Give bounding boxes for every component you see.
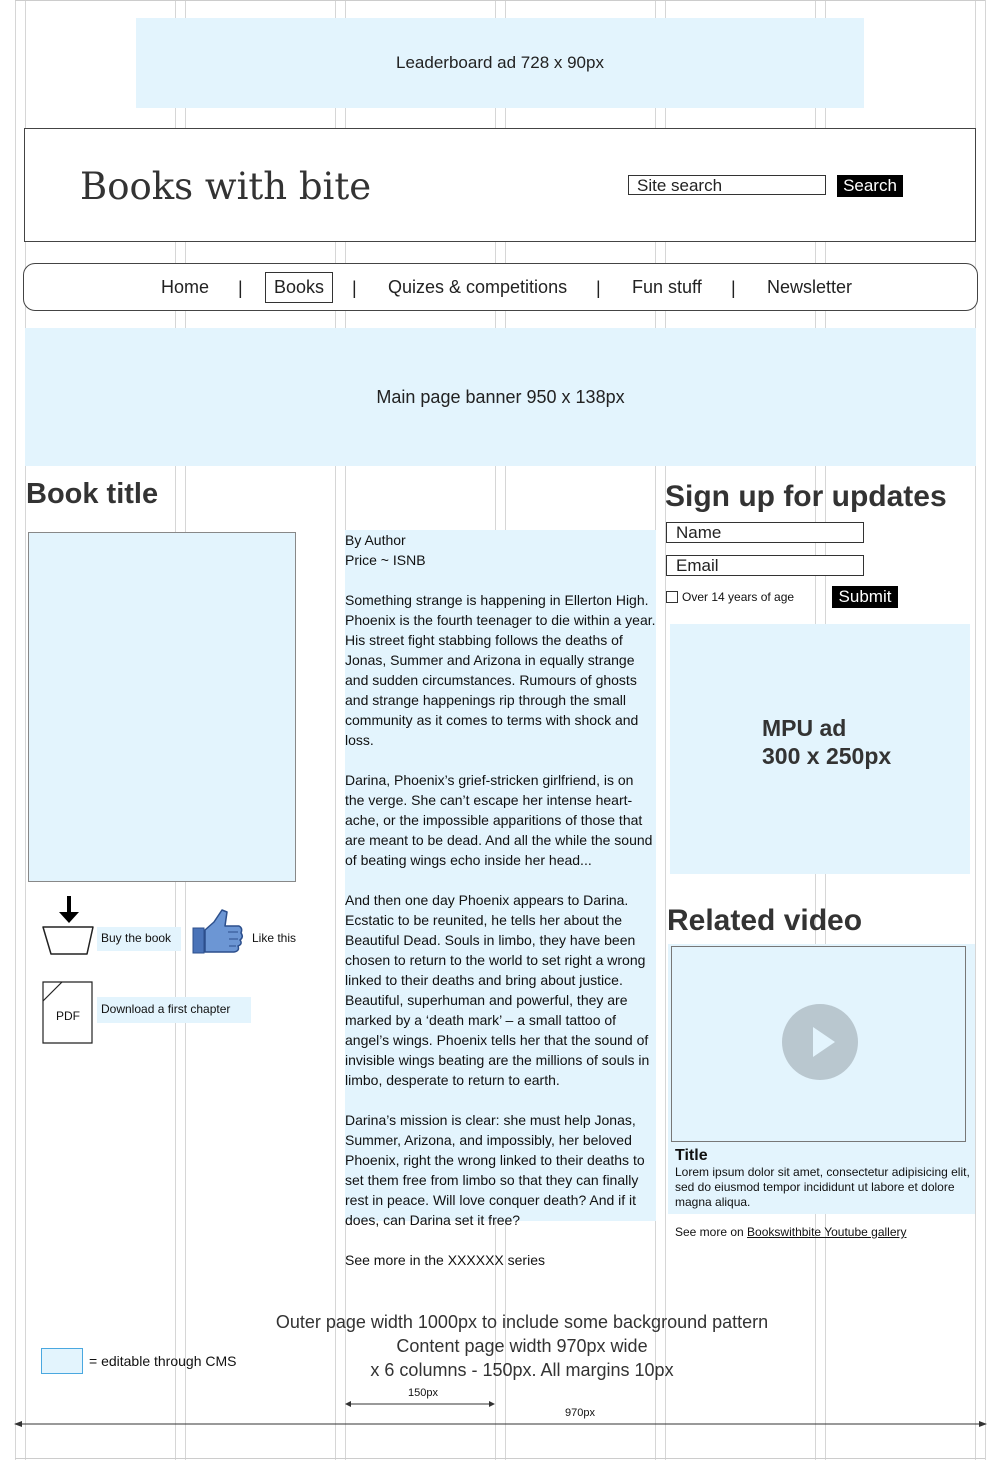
mpu-ad-label: [762, 714, 891, 770]
column-width-arrow-icon: [345, 1398, 497, 1410]
related-video-heading: Related video: [667, 904, 863, 937]
signup-heading: Sign up for updates: [665, 480, 947, 513]
leaderboard-ad-label: Leaderboard ad 728 x 90px: [396, 53, 604, 72]
nav-quizes[interactable]: Quizes & competitions: [388, 277, 568, 297]
column-width-label: 150px: [408, 1387, 438, 1399]
download-chapter-link[interactable]: Download a first chapter: [97, 997, 251, 1023]
leaderboard-ad: [136, 18, 864, 108]
name-field[interactable]: Name: [666, 522, 864, 543]
nav-separator: |: [731, 278, 736, 298]
legend-swatch: [41, 1348, 83, 1374]
book-title: Book title: [26, 478, 159, 510]
buy-book-link[interactable]: Buy the book: [97, 927, 181, 951]
book-price: Price ~ ISNB: [345, 552, 426, 568]
legend-label: = editable through CMS: [89, 1353, 237, 1369]
buy-basket-icon[interactable]: [40, 896, 96, 958]
age-checkbox[interactable]: [666, 591, 678, 603]
video-title: Title: [675, 1147, 708, 1164]
nav-newsletter[interactable]: Newsletter: [767, 277, 853, 297]
search-input[interactable]: Site search: [628, 175, 826, 195]
page-width-label: 970px: [565, 1407, 595, 1419]
search-button[interactable]: Search: [837, 175, 903, 197]
page-width-arrow-icon: [14, 1418, 988, 1430]
note-content-width: Content page width 970px wide: [396, 1336, 648, 1356]
like-thumb-icon[interactable]: [192, 908, 244, 956]
book-cover-image[interactable]: [28, 532, 296, 882]
youtube-gallery-link[interactable]: Bookswithbite Youtube gallery: [747, 1225, 907, 1239]
main-banner[interactable]: [25, 328, 976, 466]
description-paragraph: Something strange is happening in Ellerton High. Phoenix is the fourth teenager to die within a year. His street fight stabbing follows the deaths of Jonas, Summer and Arizona in equally strange and sudden circumstances. Rumours of ghosts and strange happenings rip through the small community as it comes to terms with shock and loss.: [345, 592, 656, 748]
nav-fun-stuff[interactable]: Fun stuff: [632, 277, 702, 297]
grid-guide: [985, 0, 986, 1460]
description-paragraph: Darina, Phoenix’s grief-stricken girlfriend, is on the verge. She can’t escape her intense heart-ache, or the impossible apparitions of those that are meant to be dead. And all the while the sound of beating wings echo inside her head...: [345, 772, 653, 868]
main-banner-label: Main page banner 950 x 138px: [376, 386, 625, 407]
series-link[interactable]: See more in the XXXXXX series: [345, 1252, 545, 1268]
pdf-label: PDF: [56, 1009, 80, 1023]
email-field[interactable]: Email: [666, 555, 864, 576]
video-see-more-prefix: See more on: [675, 1225, 748, 1239]
note-columns: x 6 columns - 150px. All margins 10px: [370, 1360, 674, 1380]
video-see-more: [675, 1225, 907, 1239]
note-outer-width: Outer page width 1000px to include some background pattern: [275, 1312, 769, 1332]
submit-button[interactable]: Submit: [832, 586, 898, 608]
book-description: [345, 530, 656, 1270]
nav-separator: |: [596, 278, 601, 298]
mpu-ad-label-line: 300 x 250px: [762, 743, 892, 769]
mpu-ad-label-line: MPU ad: [762, 715, 847, 741]
nav-books[interactable]: Books: [274, 277, 325, 297]
description-paragraph: And then one day Phoenix appears to Darina. Ecstatic to be reunited, he tells her about the Beautiful Dead. Souls in limbo, they have been chosen to return to the world to set right a wrong linked to their deaths and bring about justice. Beautiful, superhuman and powerful, they are marked by a ‘death mark’ – a small tattoo of angel’s wings. Phoenix tells her that the sound of invisible wings beating are the millions of souls in limbo, desperate to return to earth.: [345, 892, 650, 1088]
play-icon[interactable]: [782, 1004, 858, 1080]
video-description: Lorem ipsum dolor sit amet, consectetur adipisicing elit, sed do eiusmod tempor incididunt ut labore et dolore magna aliqua.: [675, 1165, 970, 1209]
book-author: By Author: [345, 532, 406, 548]
like-label[interactable]: Like this: [252, 931, 297, 945]
age-checkbox-label: Over 14 years of age: [682, 590, 795, 604]
nav-separator: |: [238, 278, 243, 298]
nav-home[interactable]: Home: [161, 277, 210, 297]
nav-separator: |: [352, 278, 357, 298]
site-logo[interactable]: Books with bite: [80, 165, 372, 208]
description-paragraph: Darina’s mission is clear: she must help Jonas, Summer, Arizona, and impossibly, her beloved Phoenix, right the wrong linked to their deaths to set them free from limbo so that they can finally rest in peace. Will love conquer death? And if it does, can Darina set it free?: [345, 1112, 645, 1228]
